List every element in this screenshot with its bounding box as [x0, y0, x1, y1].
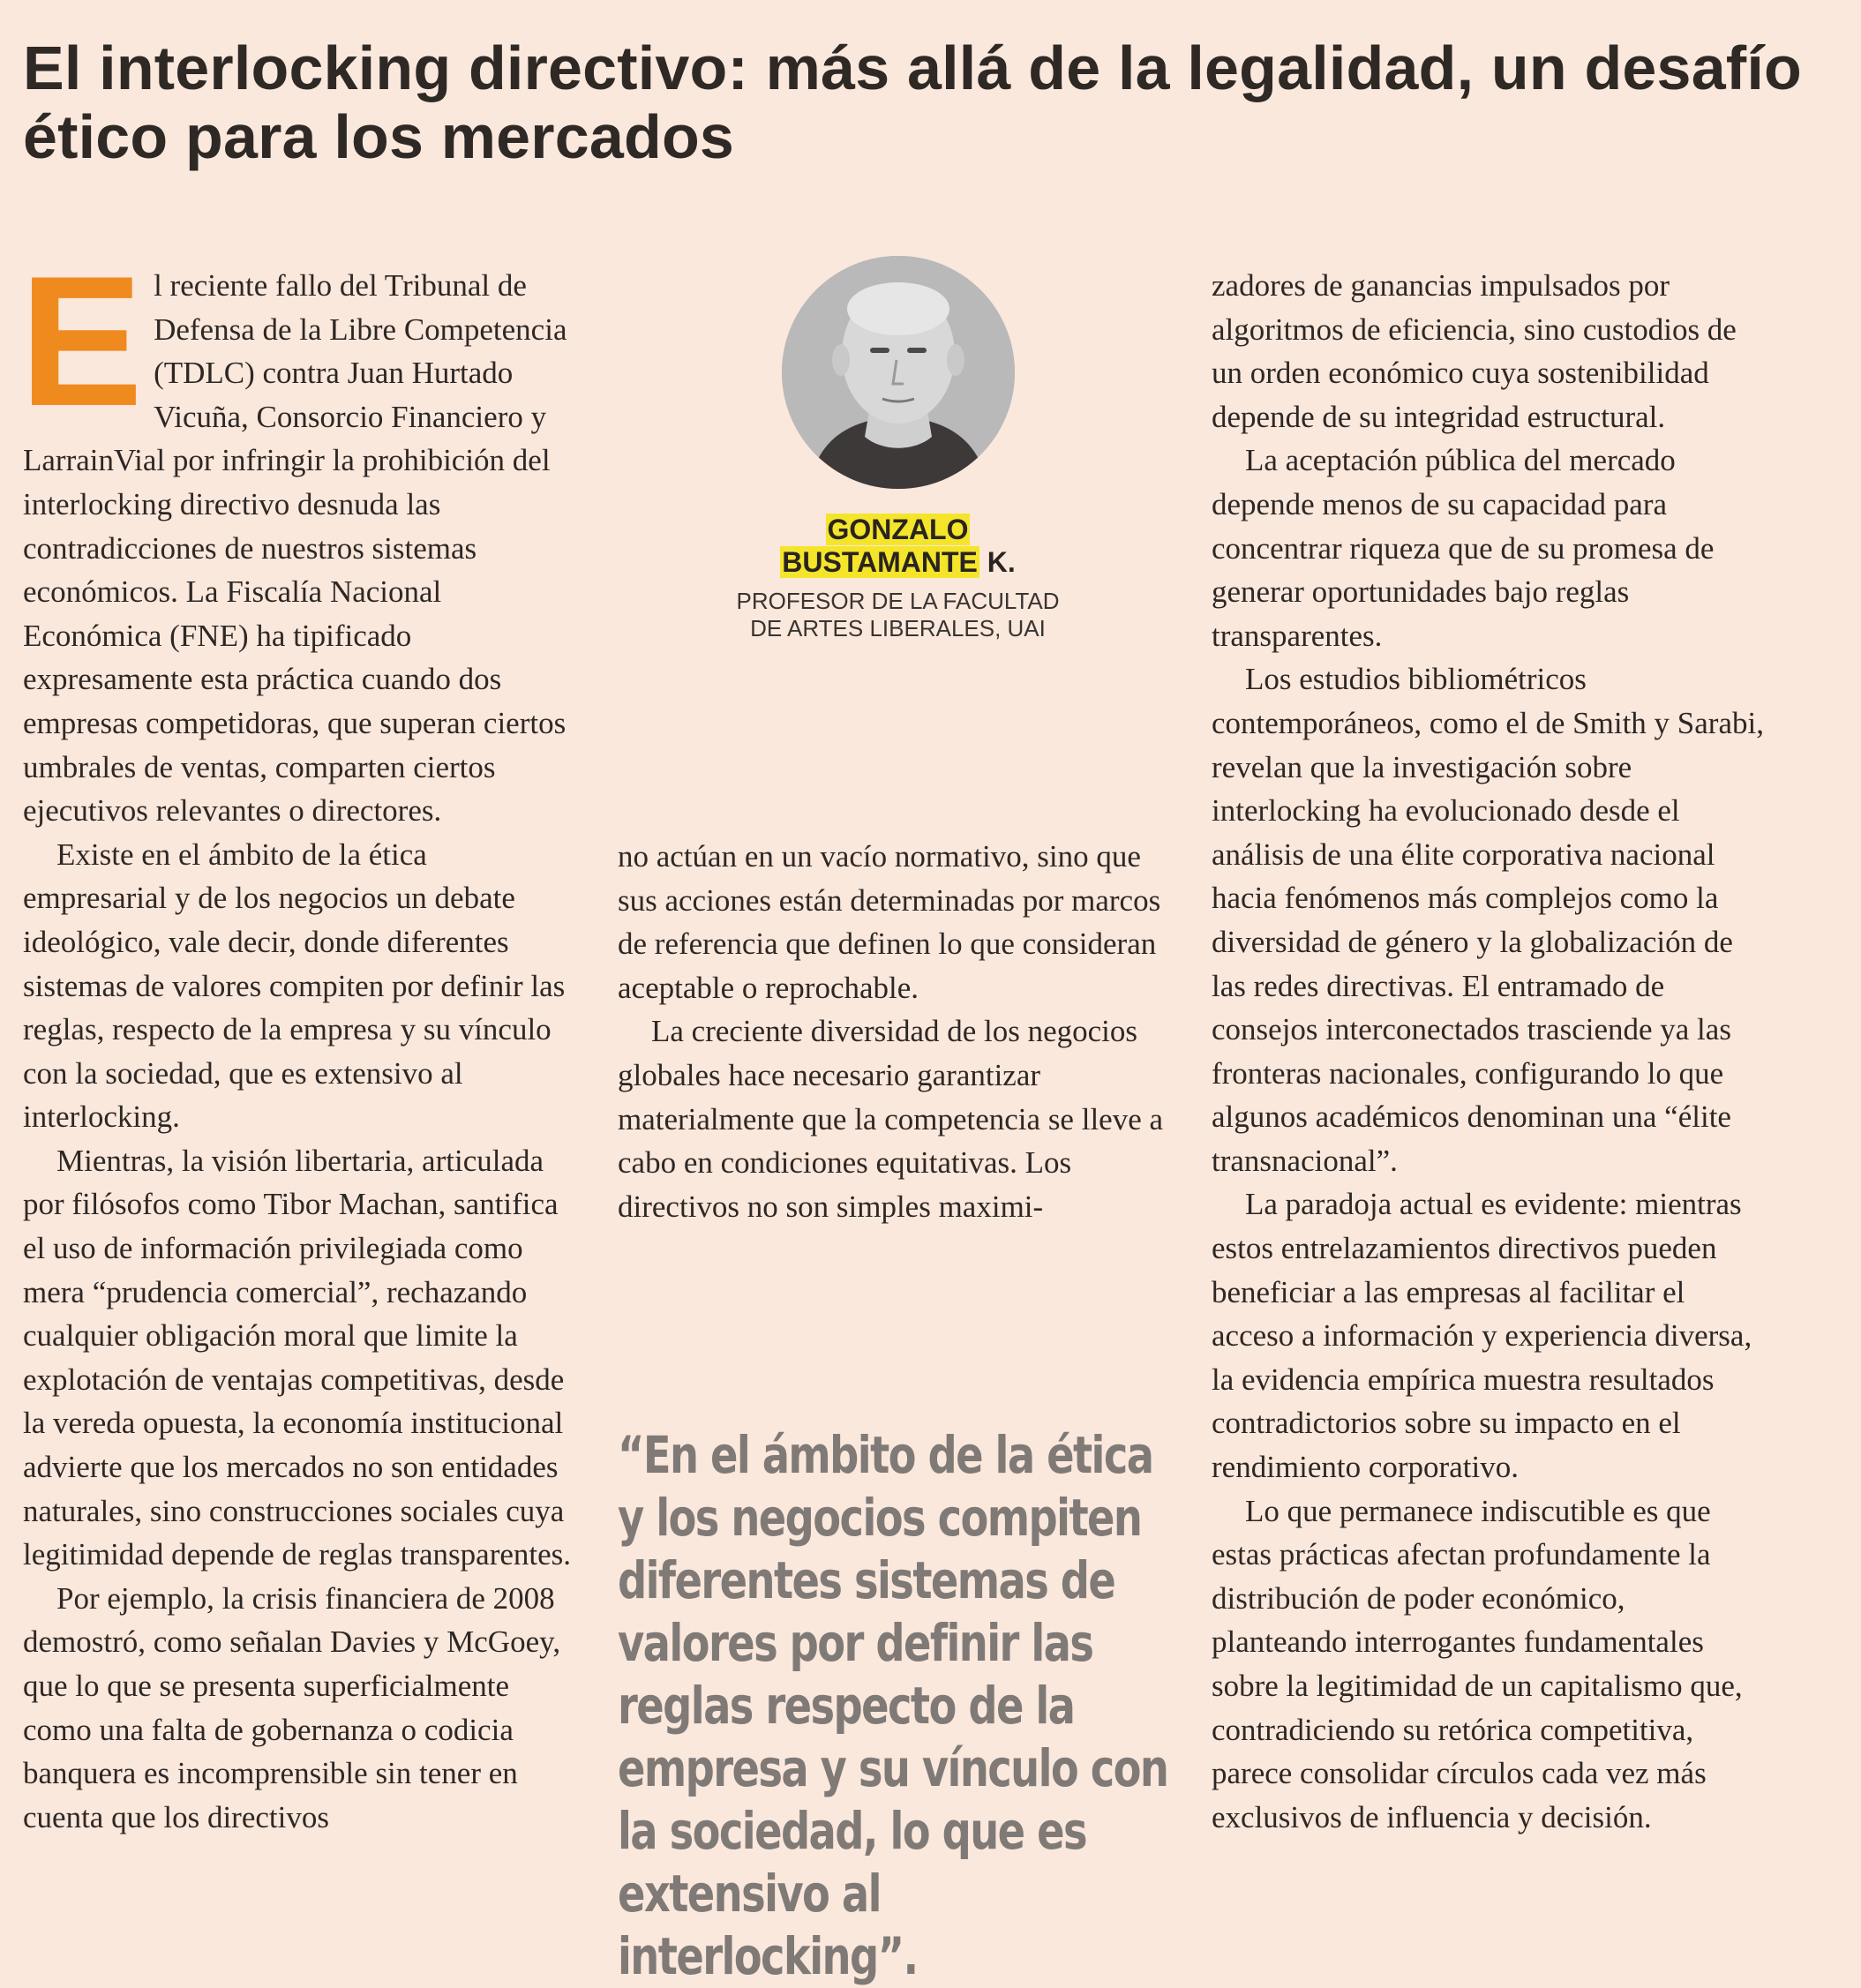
- paragraph: Lo que permanece indiscutible es que estas prácticas afectan profundamente la distribución de poder económico, planteando interrogantes fundamentales sobre la legitimidad de un capitalismo que, contradiciendo su retórica competitiva, parece consolidar círculos cada vez más exclusivos de influencia y decisión.: [1212, 1493, 1743, 1834]
- paragraph: [19, 237, 574, 833]
- author-initial: K.: [979, 546, 1016, 578]
- headline: El interlocking directivo: más allá de la legalidad, un desafío ético para los mercados: [23, 34, 1802, 171]
- body-column-1: [19, 237, 574, 1839]
- author-name-line1: GONZALO: [827, 514, 969, 545]
- paragraph: La aceptación pública del mercado depende menos de su capacidad para concentrar riqueza que de su promesa de generar oportunidades bajo reglas transparentes.: [1212, 443, 1715, 653]
- body-column-3: [1212, 264, 1767, 1839]
- paragraph: Los estudios bibliométricos contemporáneos, como el de Smith y Sarabi, revelan que la investigación sobre interlocking ha evolucionado desde el análisis de una élite corporativa nacional hacia fenómenos más complejos como la diversidad de género y la globalización de las redes directivas. El entramado de consejos interconectados trasciende ya las fronteras nacionales, configurando lo que algunos académicos denominan una “élite transnacional”.: [1212, 662, 1764, 1178]
- paragraph: Por ejemplo, la crisis financiera de 2008 demostró, como señalan Davies y McGoey, que lo que se presenta superficialmente como una falta de gobernanza o codicia banquera es incomprensible sin tener en cuenta que los directivos: [23, 1580, 561, 1834]
- paragraph: La paradoja actual es evidente: mientras estos entrelazamientos directivos pueden beneficiar a las empresas al facilitar el acceso a información y experiencia diversa, la evidencia empírica muestra resultados contradictorios sobre su impacto en el rendimiento corporativo.: [1212, 1187, 1752, 1485]
- paragraph: no actúan en un vacío normativo, sino que sus acciones están determinadas por marcos de referencia que definen lo que consideran aceptable o reprochable.: [618, 839, 1161, 1005]
- author-name: [724, 514, 1072, 579]
- paragraph: Existe en el ámbito de la ética empresarial y de los negocios un debate ideológico, vale decir, donde diferentes sistemas de valores compiten por definir las reglas, respecto de la empresa y su vínculo con la sociedad, que es extensivo al interlocking.: [23, 836, 566, 1135]
- author-box: [724, 256, 1072, 642]
- paragraph-text: l reciente fallo del Tribunal de Defensa de la Libre Competencia (TDLC) contra Juan Hurtado Vicuña, Consorcio Financiero y LarrainVial por infringir la prohibición del interlocking directivo desnuda las contradicciones de nuestros sistemas económicos. La Fiscalía Nacional Económica (FNE) ha tipificado expresamente esta práctica cuando dos empresas competidoras, que superan ciertos umbrales de ventas, comparten ciertos ejecutivos relevantes o directores.: [23, 268, 567, 829]
- paragraph: La creciente diversidad de los negocios globales hace necesario garantizar materialmente que la competencia se lleve a cabo en condiciones equitativas. Los directivos no son simples maximi-: [618, 1014, 1164, 1224]
- drop-cap: E: [19, 237, 144, 445]
- paragraph: zadores de ganancias impulsados por algoritmos de eficiencia, sino custodios de un orden económico cuya sostenibilidad depende de su integridad estructural.: [1212, 268, 1737, 434]
- pull-quote: “En el ámbito de la ética y los negocios compiten diferentes sistemas de valores por definir las reglas respecto de la empresa y su vínculo con la sociedad, lo que es extensivo al interlocking”.: [618, 1425, 1168, 1986]
- author-name-line2: BUSTAMANTE: [782, 546, 978, 578]
- paragraph: Mientras, la visión libertaria, articulada por filósofos como Tibor Machan, santifica el uso de información privilegiada como mera “prudencia comercial”, rechazando cualquier obligación moral que limite la explotación de ventajas competitivas, desde la vereda opuesta, la economía institucional advierte que los mercados no son entidades naturales, sino construcciones sociales cuya legitimidad depende de reglas transparentes.: [23, 1143, 572, 1572]
- author-portrait: [782, 256, 1015, 489]
- author-role: PROFESOR DE LA FACULTAD DE ARTES LIBERALES, UAI: [736, 588, 1060, 641]
- body-column-2: [618, 835, 1174, 1228]
